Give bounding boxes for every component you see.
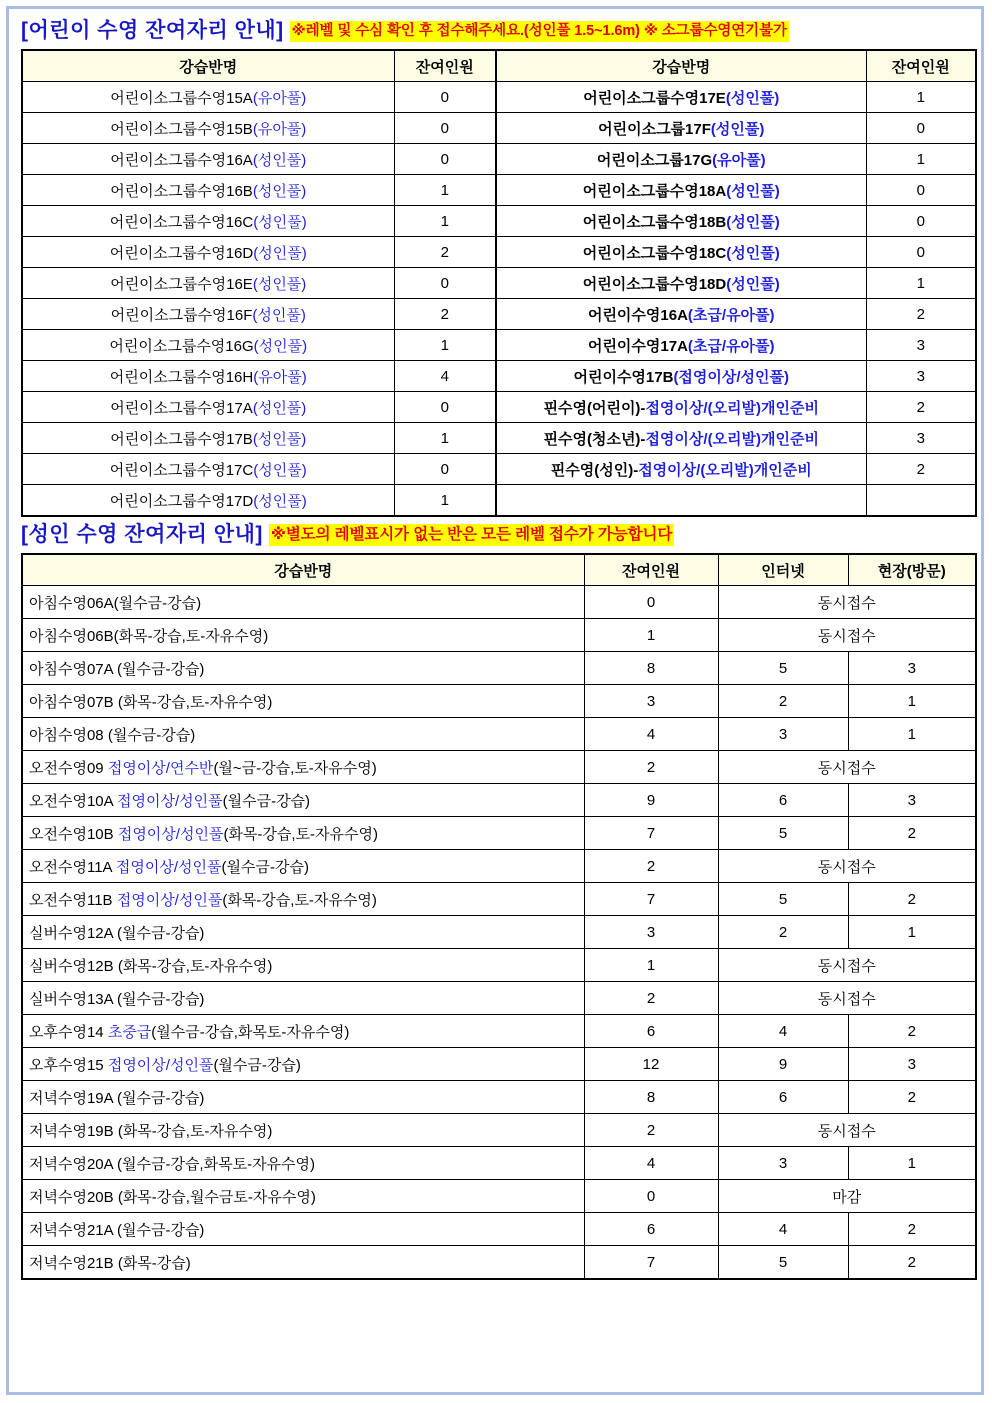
kids-class-name-right xyxy=(496,82,866,113)
table-row xyxy=(22,392,976,423)
adult-remaining: 9 xyxy=(584,784,718,817)
adult-class-name xyxy=(22,718,584,751)
adult-remaining: 2 xyxy=(584,982,718,1015)
kids-remaining-right: 1 xyxy=(866,144,976,175)
table-row xyxy=(22,718,976,751)
class-label: 오전수영11A xyxy=(29,858,112,876)
table-row xyxy=(22,82,976,113)
level-label: 접영이상/성인풀 xyxy=(113,825,224,843)
kids-remaining-left: 2 xyxy=(394,299,496,330)
class-label: 어린이소그룹수영18C xyxy=(582,244,727,262)
kids-remaining-left: 1 xyxy=(394,485,496,517)
kids-remaining-left: 0 xyxy=(394,454,496,485)
schedule-label: (월~금-강습,토-자유수영) xyxy=(213,759,377,777)
table-row xyxy=(22,1048,976,1081)
adult-internet-quota: 4 xyxy=(718,1213,848,1246)
class-label: 저녁수영20B xyxy=(29,1188,114,1206)
class-label: 어린이소그룹수영18B xyxy=(582,213,727,231)
table-row xyxy=(22,1114,976,1147)
pool-label: (유아풀) xyxy=(252,89,307,107)
adult-remaining: 3 xyxy=(584,916,718,949)
table-row xyxy=(22,850,976,883)
kids-section-title: [어린이 수영 잔여자리 안내] xyxy=(21,19,284,42)
class-label: 저녁수영19A xyxy=(29,1089,113,1107)
adult-class-name xyxy=(22,685,584,718)
pool-label: (성인풀) xyxy=(253,492,307,510)
kids-remaining-left: 1 xyxy=(394,330,496,361)
pool-label: 접영이상/(오리발)개인준비 xyxy=(645,430,819,448)
class-label: 저녁수영20A xyxy=(29,1155,113,1173)
pool-label: (성인풀) xyxy=(252,399,307,417)
adult-onsite-quota: 3 xyxy=(848,784,976,817)
pool-label: (유아풀) xyxy=(253,368,307,386)
adult-class-name xyxy=(22,652,584,685)
table-row xyxy=(22,817,976,850)
class-label: 어린이소그룹수영15B xyxy=(110,120,253,138)
kids-class-name-left xyxy=(22,485,394,517)
class-label: 오전수영09 xyxy=(29,759,104,777)
adult-remaining: 8 xyxy=(584,1081,718,1114)
class-label: 실버수영12A xyxy=(29,924,113,942)
table-row xyxy=(22,652,976,685)
kids-remaining-right: 3 xyxy=(866,330,976,361)
adult-remaining: 4 xyxy=(584,1147,718,1180)
kids-remaining-left: 0 xyxy=(394,392,496,423)
kids-remaining-right: 3 xyxy=(866,361,976,392)
class-label: 어린이소그룹수영16F xyxy=(110,306,253,324)
adult-class-name xyxy=(22,784,584,817)
kids-class-name-right xyxy=(496,237,866,268)
kids-remaining-left: 1 xyxy=(394,206,496,237)
table-row xyxy=(22,685,976,718)
table-row xyxy=(22,454,976,485)
adult-onsite-quota: 1 xyxy=(848,1147,976,1180)
kids-class-name-left xyxy=(22,392,394,423)
table-row xyxy=(22,206,976,237)
kids-remaining-left: 0 xyxy=(394,113,496,144)
pool-label: (접영이상/성인풀) xyxy=(673,368,790,386)
kids-col-remaining-right: 잔여인원 xyxy=(866,50,976,82)
class-label: 어린이소그룹수영17B xyxy=(110,430,253,448)
table-row xyxy=(22,299,976,330)
kids-remaining-right: 1 xyxy=(866,82,976,113)
table-row xyxy=(22,268,976,299)
class-label: 어린이소그룹수영16G xyxy=(109,337,254,355)
kids-table-body xyxy=(22,82,976,517)
adult-class-name xyxy=(22,1114,584,1147)
schedule-label: (월수금-강습) xyxy=(112,1221,205,1239)
class-label: 어린이수영17B xyxy=(573,368,674,386)
adult-onsite-quota: 2 xyxy=(848,1015,976,1048)
adult-class-name xyxy=(22,916,584,949)
adult-registration-status: 동시접수 xyxy=(718,850,976,883)
class-label: 어린이소그룹수영17C xyxy=(109,461,254,479)
page-frame xyxy=(6,6,984,1395)
adult-remaining: 0 xyxy=(584,586,718,619)
adult-onsite-quota: 2 xyxy=(848,1081,976,1114)
adult-internet-quota: 5 xyxy=(718,1246,848,1280)
kids-remaining-left: 0 xyxy=(394,268,496,299)
kids-remaining-left: 0 xyxy=(394,144,496,175)
adult-availability-table xyxy=(21,553,977,1280)
adult-remaining: 1 xyxy=(584,949,718,982)
kids-col-name-right: 강습반명 xyxy=(496,50,866,82)
class-label: 오전수영10A xyxy=(29,792,113,810)
class-label: 오후수영15 xyxy=(29,1056,104,1074)
class-label: 어린이수영17A xyxy=(587,337,688,355)
kids-class-name-left xyxy=(22,82,394,113)
kids-class-name-left xyxy=(22,237,394,268)
adult-col-internet: 인터넷 xyxy=(718,554,848,586)
class-label: 저녁수영19B xyxy=(29,1122,114,1140)
table-row xyxy=(22,619,976,652)
schedule-label: (화목-강습,토-자유수영) xyxy=(223,825,378,843)
schedule-label: (화목-강습,토-자유수영) xyxy=(113,627,269,645)
class-label: 어린이소그룹수영16H xyxy=(109,368,254,386)
kids-remaining-right: 2 xyxy=(866,299,976,330)
adult-class-name xyxy=(22,982,584,1015)
kids-class-name-right xyxy=(496,268,866,299)
schedule-label: (월수금-강습) xyxy=(213,1056,301,1074)
kids-class-name-right xyxy=(496,423,866,454)
table-row xyxy=(22,361,976,392)
kids-class-name-right xyxy=(496,392,866,423)
adult-onsite-quota: 3 xyxy=(848,652,976,685)
adult-class-name xyxy=(22,1246,584,1280)
pool-label: (성인풀) xyxy=(726,244,780,262)
class-label: 실버수영12B xyxy=(29,957,114,975)
class-label: 핀수영(성인)- xyxy=(550,461,639,479)
adult-col-name: 강습반명 xyxy=(22,554,584,586)
kids-class-name-right xyxy=(496,454,866,485)
kids-class-name-right xyxy=(496,485,866,517)
table-row xyxy=(22,751,976,784)
schedule-label: (화목-강습,토-자유수영) xyxy=(113,957,273,975)
pool-label: (성인풀) xyxy=(253,337,308,355)
kids-class-name-right xyxy=(496,206,866,237)
kids-class-name-left xyxy=(22,206,394,237)
class-label: 아침수영08 xyxy=(29,726,104,744)
adult-class-name xyxy=(22,751,584,784)
adult-onsite-quota: 3 xyxy=(848,1048,976,1081)
table-row xyxy=(22,237,976,268)
kids-class-name-right xyxy=(496,113,866,144)
schedule-label: (월수금-강습) xyxy=(112,1089,205,1107)
kids-table-header-row xyxy=(22,50,976,82)
table-row xyxy=(22,1180,976,1213)
schedule-label: (월수금-강습) xyxy=(112,924,205,942)
kids-class-name-right xyxy=(496,299,866,330)
kids-remaining-right: 2 xyxy=(866,392,976,423)
adult-internet-quota: 5 xyxy=(718,817,848,850)
class-label: 핀수영(어린이)- xyxy=(543,399,646,417)
adult-class-name xyxy=(22,1081,584,1114)
kids-class-name-right xyxy=(496,144,866,175)
adult-remaining: 7 xyxy=(584,883,718,916)
adult-onsite-quota: 2 xyxy=(848,1213,976,1246)
class-label: 어린이소그룹수영16D xyxy=(109,244,254,262)
kids-remaining-right: 1 xyxy=(866,268,976,299)
kids-section-notice: ※레벨 및 수심 확인 후 접수해주세요.(성인풀 1.5~1.6m) ※ 소그룹수영연기불가 xyxy=(290,21,789,42)
table-row xyxy=(22,1246,976,1280)
adult-class-name xyxy=(22,850,584,883)
pool-label: 접영이상/(오리발)개인준비 xyxy=(638,461,812,479)
pool-label: (성인풀) xyxy=(726,182,780,200)
adult-onsite-quota: 2 xyxy=(848,883,976,916)
table-row xyxy=(22,916,976,949)
class-label: 어린이소그룹수영16A xyxy=(110,151,253,169)
adult-registration-status: 동시접수 xyxy=(718,586,976,619)
adult-class-name xyxy=(22,1213,584,1246)
adult-table-body xyxy=(22,586,976,1280)
class-label: 저녁수영21A xyxy=(29,1221,113,1239)
adult-class-name xyxy=(22,1015,584,1048)
class-label: 핀수영(청소년)- xyxy=(543,430,646,448)
table-row xyxy=(22,330,976,361)
adult-onsite-quota: 1 xyxy=(848,916,976,949)
table-row xyxy=(22,784,976,817)
kids-remaining-left: 0 xyxy=(394,82,496,113)
pool-label: (초급/유아풀) xyxy=(687,306,775,324)
class-label: 어린이소그룹수영18D xyxy=(582,275,727,293)
pool-label: (성인풀) xyxy=(253,461,307,479)
adult-class-name xyxy=(22,1147,584,1180)
kids-class-name-left xyxy=(22,299,394,330)
adult-col-remaining: 잔여인원 xyxy=(584,554,718,586)
table-row xyxy=(22,144,976,175)
table-row xyxy=(22,1015,976,1048)
kids-remaining-right: 0 xyxy=(866,237,976,268)
adult-class-name xyxy=(22,586,584,619)
adult-internet-quota: 6 xyxy=(718,784,848,817)
class-label: 어린이소그룹수영16B xyxy=(110,182,253,200)
table-row xyxy=(22,423,976,454)
pool-label: (성인풀) xyxy=(252,306,306,324)
adult-internet-quota: 4 xyxy=(718,1015,848,1048)
schedule-label: (월수금-강습) xyxy=(103,726,196,744)
pool-label: (유아풀) xyxy=(252,120,307,138)
class-label: 어린이소그룹수영17D xyxy=(109,492,254,510)
kids-class-name-left xyxy=(22,361,394,392)
schedule-label: (화목-강습,월수금토-자유수영) xyxy=(113,1188,316,1206)
class-label: 어린이소그룹17G xyxy=(596,151,713,169)
adult-onsite-quota: 1 xyxy=(848,718,976,751)
schedule-label: (월수금-강습) xyxy=(112,990,205,1008)
adult-internet-quota: 5 xyxy=(718,883,848,916)
kids-class-name-right xyxy=(496,361,866,392)
adult-onsite-quota: 1 xyxy=(848,685,976,718)
class-label: 어린이소그룹수영17A xyxy=(110,399,253,417)
table-row xyxy=(22,113,976,144)
table-row xyxy=(22,949,976,982)
level-label: 초중급 xyxy=(103,1023,152,1041)
kids-remaining-right: 3 xyxy=(866,423,976,454)
pool-label: (성인풀) xyxy=(710,120,765,138)
level-label: 접영이상/성인풀 xyxy=(111,858,222,876)
adult-remaining: 7 xyxy=(584,817,718,850)
adult-remaining: 4 xyxy=(584,718,718,751)
kids-remaining-left: 4 xyxy=(394,361,496,392)
adult-internet-quota: 3 xyxy=(718,1147,848,1180)
class-label: 어린이소그룹17F xyxy=(598,120,711,138)
kids-class-name-left xyxy=(22,454,394,485)
adult-registration-status: 동시접수 xyxy=(718,982,976,1015)
adult-internet-quota: 3 xyxy=(718,718,848,751)
adult-registration-status: 마감 xyxy=(718,1180,976,1213)
adult-class-name xyxy=(22,949,584,982)
kids-class-name-right xyxy=(496,175,866,206)
kids-availability-table xyxy=(21,49,977,517)
class-label: 어린이소그룹수영18A xyxy=(582,182,727,200)
kids-class-name-right xyxy=(496,330,866,361)
adult-registration-status: 동시접수 xyxy=(718,751,976,784)
level-label: 접영이상/성인풀 xyxy=(112,891,223,909)
level-label: 접영이상/연수반 xyxy=(103,759,214,777)
adult-remaining: 8 xyxy=(584,652,718,685)
kids-class-name-left xyxy=(22,268,394,299)
table-row xyxy=(22,1213,976,1246)
adult-remaining: 6 xyxy=(584,1213,718,1246)
pool-label: (성인풀) xyxy=(725,89,780,107)
kids-remaining-left: 2 xyxy=(394,237,496,268)
adult-class-name xyxy=(22,1048,584,1081)
pool-label: (성인풀) xyxy=(726,275,780,293)
adult-remaining: 2 xyxy=(584,1114,718,1147)
class-label: 어린이소그룹수영16E xyxy=(110,275,253,293)
table-row xyxy=(22,586,976,619)
schedule-label: (화목-강습,토-자유수영) xyxy=(113,1122,273,1140)
kids-col-remaining-left: 잔여인원 xyxy=(394,50,496,82)
pool-label: (성인풀) xyxy=(252,182,307,200)
schedule-label: (월수금-강습,화목토-자유수영) xyxy=(151,1023,350,1041)
level-label: 접영이상/성인풀 xyxy=(112,792,223,810)
table-row xyxy=(22,485,976,517)
adult-onsite-quota: 2 xyxy=(848,1246,976,1280)
table-row xyxy=(22,1081,976,1114)
adult-remaining: 6 xyxy=(584,1015,718,1048)
schedule-label: (월수금-강습) xyxy=(221,858,309,876)
kids-remaining-left: 1 xyxy=(394,423,496,454)
table-row xyxy=(22,1147,976,1180)
class-label: 어린이소그룹수영16C xyxy=(109,213,254,231)
adult-section-header xyxy=(21,523,975,546)
adult-registration-status: 동시접수 xyxy=(718,1114,976,1147)
class-label: 아침수영06A xyxy=(29,594,114,612)
schedule-label: (월수금-강습) xyxy=(113,594,202,612)
adult-section-title: [성인 수영 잔여자리 안내] xyxy=(21,523,263,547)
pool-label: (성인풀) xyxy=(726,213,780,231)
adult-internet-quota: 9 xyxy=(718,1048,848,1081)
kids-class-name-left xyxy=(22,423,394,454)
adult-col-onsite: 현장(방문) xyxy=(848,554,976,586)
adult-class-name xyxy=(22,883,584,916)
class-label: 어린이소그룹수영15A xyxy=(110,89,253,107)
pool-label: (성인풀) xyxy=(252,275,307,293)
kids-remaining-right: 0 xyxy=(866,175,976,206)
kids-remaining-right xyxy=(866,485,976,517)
class-label: 오전수영11B xyxy=(29,891,113,909)
schedule-label: (월수금-강습) xyxy=(222,792,311,810)
adult-internet-quota: 2 xyxy=(718,916,848,949)
adult-class-name xyxy=(22,817,584,850)
kids-col-name-left: 강습반명 xyxy=(22,50,394,82)
adult-internet-quota: 5 xyxy=(718,652,848,685)
kids-class-name-left xyxy=(22,144,394,175)
adult-onsite-quota: 2 xyxy=(848,817,976,850)
schedule-label: (화목-강습) xyxy=(113,1254,191,1272)
adult-remaining: 7 xyxy=(584,1246,718,1280)
class-label: 어린이소그룹수영17E xyxy=(583,89,726,107)
adult-section-notice: ※별도의 레벨표시가 없는 반은 모든 레벨 접수가 가능합니다 xyxy=(269,524,674,546)
pool-label: (성인풀) xyxy=(253,213,307,231)
pool-label: (성인풀) xyxy=(252,430,307,448)
kids-remaining-right: 0 xyxy=(866,113,976,144)
kids-remaining-left: 1 xyxy=(394,175,496,206)
kids-remaining-right: 0 xyxy=(866,206,976,237)
adult-remaining: 0 xyxy=(584,1180,718,1213)
schedule-label: (월수금-강습) xyxy=(112,660,205,678)
table-row xyxy=(22,883,976,916)
adult-internet-quota: 2 xyxy=(718,685,848,718)
kids-section-header xyxy=(21,19,975,42)
pool-label: 접영이상/(오리발)개인준비 xyxy=(645,399,819,417)
adult-class-name xyxy=(22,1180,584,1213)
pool-label: (초급/유아풀) xyxy=(687,337,775,355)
adult-table-header-row xyxy=(22,554,976,586)
class-label: 저녁수영21B xyxy=(29,1254,114,1272)
kids-class-name-left xyxy=(22,175,394,206)
schedule-label: (화목-강습,토-자유수영) xyxy=(113,693,273,711)
adult-remaining: 2 xyxy=(584,850,718,883)
adult-registration-status: 동시접수 xyxy=(718,619,976,652)
adult-class-name xyxy=(22,619,584,652)
adult-remaining: 12 xyxy=(584,1048,718,1081)
class-label: 어린이수영16A xyxy=(587,306,688,324)
schedule-label: (화목-강습,토-자유수영) xyxy=(222,891,377,909)
kids-class-name-left xyxy=(22,330,394,361)
class-label: 아침수영07A xyxy=(29,660,113,678)
kids-remaining-right: 2 xyxy=(866,454,976,485)
table-row xyxy=(22,982,976,1015)
table-row xyxy=(22,175,976,206)
class-label: 실버수영13A xyxy=(29,990,113,1008)
pool-label: (성인풀) xyxy=(252,151,307,169)
class-label: 오후수영14 xyxy=(29,1023,104,1041)
pool-label: (유아풀) xyxy=(712,151,766,169)
pool-label: (성인풀) xyxy=(253,244,307,262)
class-label: 오전수영10B xyxy=(29,825,114,843)
adult-remaining: 2 xyxy=(584,751,718,784)
adult-registration-status: 동시접수 xyxy=(718,949,976,982)
kids-class-name-left xyxy=(22,113,394,144)
adult-remaining: 1 xyxy=(584,619,718,652)
adult-internet-quota: 6 xyxy=(718,1081,848,1114)
schedule-label: (월수금-강습,화목토-자유수영) xyxy=(112,1155,316,1173)
class-label: 아침수영06B xyxy=(29,627,114,645)
class-label: 아침수영07B xyxy=(29,693,114,711)
adult-remaining: 3 xyxy=(584,685,718,718)
level-label: 접영이상/성인풀 xyxy=(103,1056,214,1074)
